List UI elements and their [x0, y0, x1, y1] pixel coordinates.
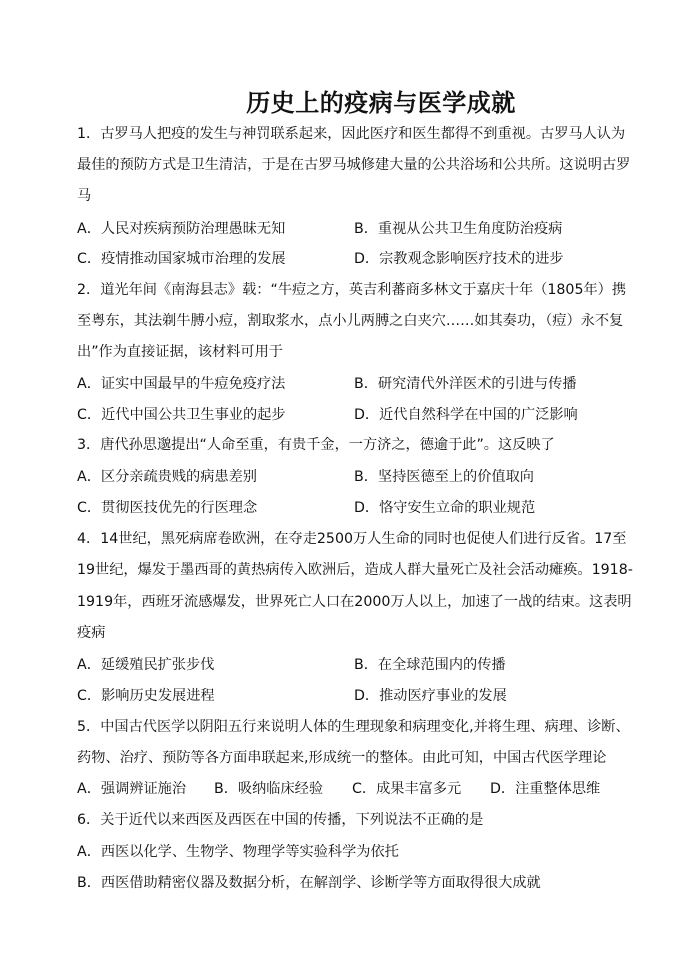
question-5-option-b: B．吸纳临床经验 — [214, 781, 324, 797]
question-4-line-2: 19世纪，爆发于墨西哥的黄热病传入欧洲后，造成人群大量死亡及社会活动瘫痪。1918- — [77, 562, 633, 578]
question-2-line-1: 2．道光年间《南海县志》载：“牛痘之方，英吉利蕃商多林文于嘉庆十年（1805年）携 — [77, 282, 627, 298]
question-6-line-1: 6．关于近代以来西医及西医在中国的传播，下列说法不正确的是 — [77, 812, 484, 828]
question-1-option-d: D．宗教观念影响医疗技术的进步 — [354, 251, 564, 267]
question-3-option-c: C．贯彻医技优先的行医理念 — [77, 500, 258, 516]
question-1-option-c: C．疫情推动国家城市治理的发展 — [77, 251, 286, 267]
question-4-line-1: 4．14世纪，黑死病席卷欧洲，在夺走2500万人生命的同时也促使人们进行反省。17至 — [77, 531, 627, 547]
question-1-line-3: 马 — [77, 188, 92, 204]
question-1-line-1: 1．古罗马人把疫的发生与神罚联系起来，因此医疗和医生都得不到重视。古罗马人认为 — [77, 126, 626, 142]
question-5-option-c: C．成果丰富多元 — [352, 781, 462, 797]
question-5-line-1: 5．中国古代医学以阴阳五行来说明人体的生理现象和病理变化,并将生理、病理、诊断、 — [77, 719, 630, 735]
question-2-option-c: C．近代中国公共卫生事业的起步 — [77, 407, 286, 423]
question-3-line-1: 3．唐代孙思邈提出“人命至重，有贵千金，一方济之，德逾于此”。这反映了 — [77, 437, 555, 453]
question-4-option-b: B．在全球范围内的传播 — [354, 657, 506, 673]
question-3-option-b: B．坚持医德至上的价值取向 — [354, 469, 534, 485]
question-5-option-d: D．注重整体思维 — [490, 781, 601, 797]
question-3-option-d: D．恪守安生立命的职业规范 — [354, 500, 536, 516]
question-4-option-a: A．延缓殖民扩张步伐 — [77, 657, 215, 673]
question-6-option-a: A．西医以化学、生物学、物理学等实验科学为依托 — [77, 844, 399, 860]
question-4-line-4: 疫病 — [77, 625, 106, 641]
question-2-line-2: 至粤东，其法剃牛膊小痘，割取浆水，点小儿两膊之白夹穴……如其奏功，（痘）永不复 — [77, 313, 624, 329]
question-5-line-2: 药物、治疗、预防等各方面串联起来,形成统一的整体。由此可知，中国古代医学理论 — [77, 750, 607, 766]
question-4-option-d: D．推动医疗事业的发展 — [354, 688, 507, 704]
question-2-option-b: B．研究清代外洋医术的引进与传播 — [354, 376, 577, 392]
question-2-option-d: D．近代自然科学在中国的广泛影响 — [354, 407, 578, 423]
question-2-option-a: A．证实中国最早的牛痘免疫疗法 — [77, 376, 286, 392]
question-4-option-c: C．影响历史发展进程 — [77, 688, 215, 704]
question-1-line-2: 最佳的预防方式是卫生清洁，于是在古罗马城修建大量的公共浴场和公共所。这说明古罗 — [77, 157, 631, 173]
question-1-option-a: A．人民对疾病预防治理愚昧无知 — [77, 221, 286, 237]
question-6-option-b: B．西医借助精密仪器及数据分析，在解剖学、诊断学等方面取得很大成就 — [77, 875, 541, 891]
question-1-option-b: B．重视从公共卫生角度防治疫病 — [354, 221, 563, 237]
question-5-option-a: A．强调辨证施治 — [77, 781, 187, 797]
question-3-option-a: A．区分亲疏贵贱的病患差别 — [77, 469, 257, 485]
page-title: 历史上的疫病与医学成就 — [246, 89, 516, 117]
question-2-line-3: 出”作为直接证据，该材料可用于 — [77, 344, 283, 360]
question-4-line-3: 1919年，西班牙流感爆发，世界死亡人口在2000万人以上，加速了一战的结束。这表明 — [77, 594, 632, 610]
